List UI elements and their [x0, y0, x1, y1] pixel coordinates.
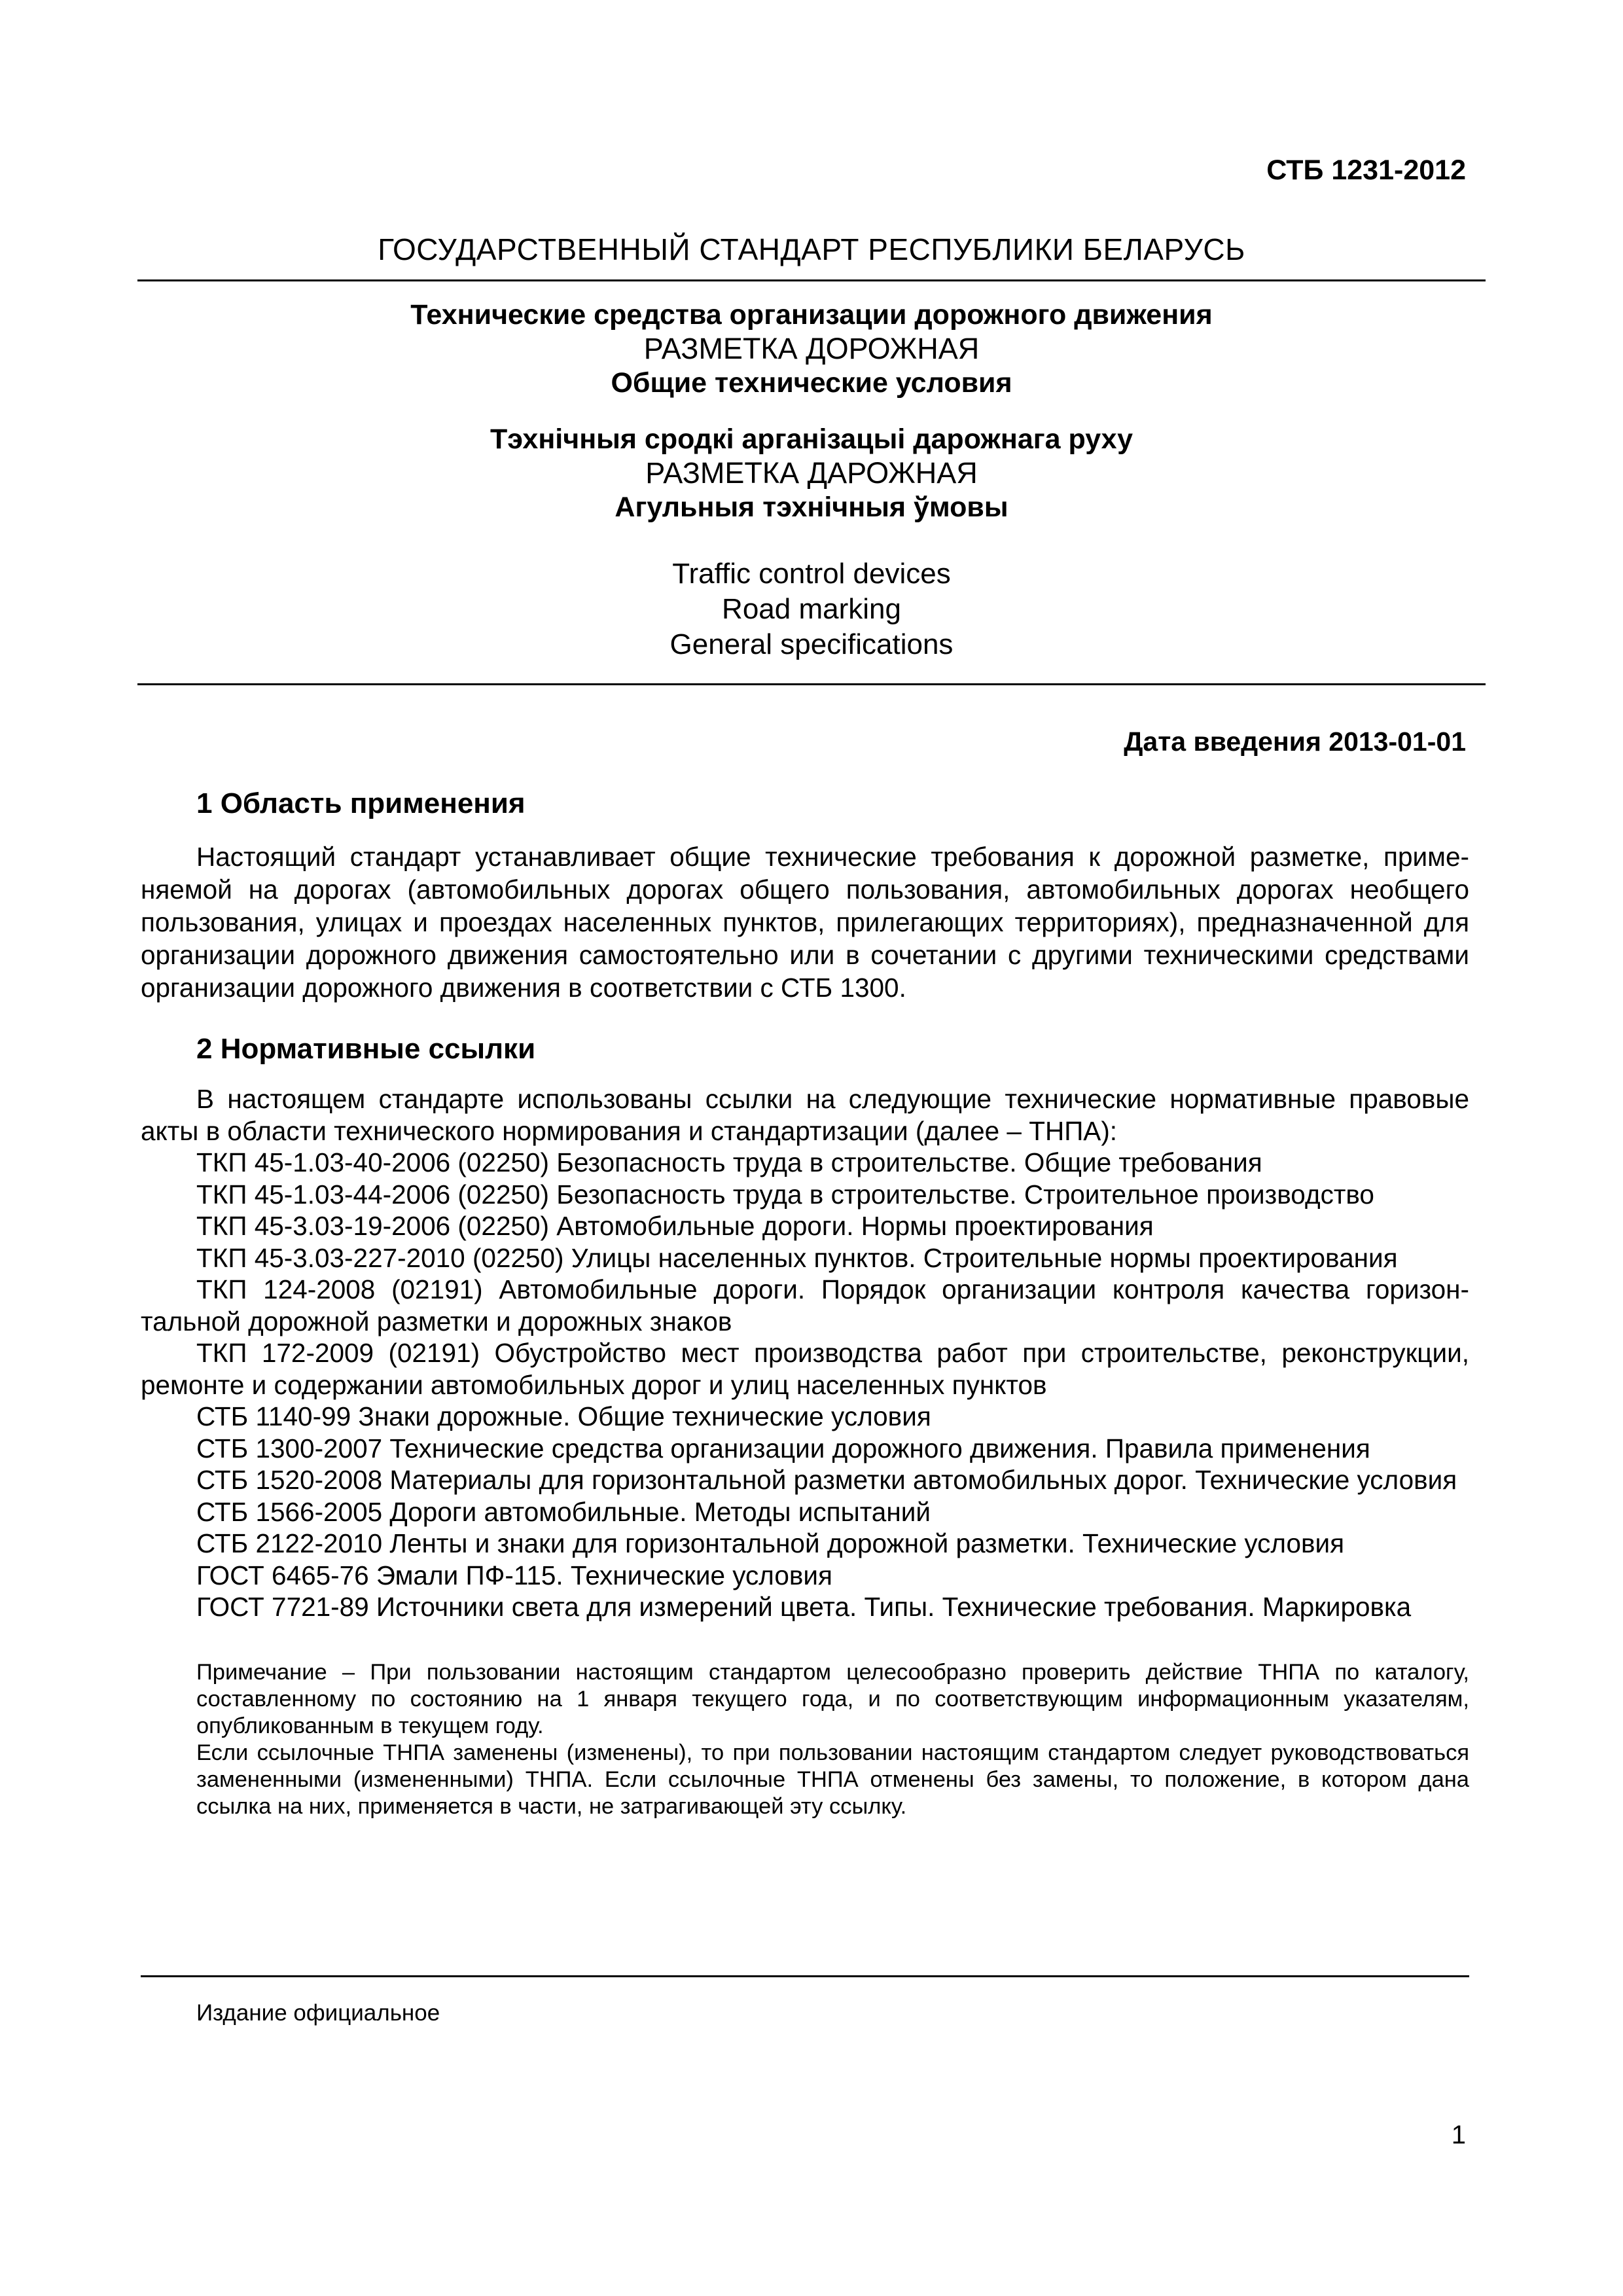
reference-item: ТКП 45-3.03-227-2010 (02250) Улицы населенных пунктов. Строительные нормы проектирования — [196, 1242, 1398, 1273]
introduction-date: Дата введения 2013-01-01 — [1124, 726, 1466, 757]
official-edition-label: Издание официальное — [196, 2000, 440, 2026]
title-en-line1: Traffic control devices — [672, 558, 951, 590]
reference-item: ТКП 45-1.03-40-2006 (02250) Безопасность труда в строительстве. Общие требования — [196, 1147, 1262, 1177]
title-belarusian — [137, 422, 1486, 524]
title-be-line2: РАЗМЕТКА ДАРОЖНАЯ — [645, 456, 978, 490]
note-paragraph-2: Если ссылочные ТНПА заменены (изменены), то при пользовании настоящим стандартом следует руководствоваться замененными (измененными) ТНПА. Если ссылочные ТНПА отменены без замены, то положение, в котором дана ссылка на них, применяется в части, не затрагивающей эту ссылку. — [196, 1740, 1469, 1819]
title-english — [137, 556, 1486, 662]
document-number: СТБ 1231-2012 — [1266, 154, 1466, 186]
reference-item: СТБ 1140-99 Знаки дорожные. Общие технические условия — [196, 1401, 931, 1431]
reference-item: ТКП 124-2008 (02191) Автомобильные дороги. Порядок организации контроля качества горизонтальной дорожной разметки и дорожных знаков — [141, 1274, 1469, 1336]
reference-item: СТБ 1520-2008 Материалы для горизонтальной разметки автомобильных дорог. Технические условия — [196, 1465, 1457, 1495]
title-divider — [137, 683, 1486, 685]
top-divider — [137, 279, 1486, 281]
title-russian — [137, 298, 1486, 400]
reference-item: СТБ 2122-2010 Ленты и знаки для горизонтальной дорожной разметки. Технические условия — [196, 1528, 1345, 1558]
section-1-heading: 1 Область применения — [196, 787, 526, 819]
title-be-line3: Агульныя тэхнічныя ўмовы — [615, 492, 1008, 523]
title-ru-line1: Технические средства организации дорожного движения — [410, 299, 1213, 331]
reference-item: ГОСТ 6465-76 Эмали ПФ-115. Технические условия — [196, 1560, 832, 1590]
footer-divider — [141, 1975, 1469, 1977]
references-list — [141, 1083, 1469, 1623]
section-1-paragraph: Настоящий стандарт устанавливает общие технические требования к дорожной разметке, применяемой на дорогах (автомобильных дорогах общего пользования, автомобильных дорогах необщего пользования, улицах и проездах населенных пунктов, прилегающих территориях), предназначенной для организации дорожного движения самостоятельно или в сочетании с другими техническими средствами организации дорожного движения в соответствии с СТБ 1300. — [141, 842, 1469, 1003]
references-note — [196, 1659, 1469, 1820]
section-1-body — [141, 840, 1469, 1004]
title-ru-line3: Общие технические условия — [611, 367, 1012, 399]
note-paragraph-1: Примечание – При пользовании настоящим стандартом целесообразно проверить действие ТНПА по каталогу, составленному по состоянию на 1 января текущего года, и по соответствующим информационным указателям, опубликованным в текущем году. — [196, 1660, 1469, 1738]
reference-item: СТБ 1300-2007 Технические средства организации дорожного движения. Правила применения — [196, 1433, 1370, 1463]
title-en-line3: General specifications — [669, 628, 954, 660]
state-standard-title: ГОСУДАРСТВЕННЫЙ СТАНДАРТ РЕСПУБЛИКИ БЕЛАРУСЬ — [378, 232, 1245, 266]
title-be-line1: Тэхнічныя сродкі арганізацыі дарожнага руху — [490, 423, 1133, 455]
reference-item: ТКП 45-3.03-19-2006 (02250) Автомобильные дороги. Нормы проектирования — [196, 1211, 1154, 1241]
references-intro: В настоящем стандарте использованы ссылки на следующие технические нормативные правовые акты в области технического нормирования и стандартизации (далее – ТНПА): — [141, 1084, 1469, 1146]
reference-item: ТКП 45-1.03-44-2006 (02250) Безопасность труда в строительстве. Строительное производство — [196, 1179, 1374, 1210]
reference-item: ТКП 172-2009 (02191) Обустройство мест производства работ при строительстве, реконструкции, ремонте и содержании автомобильных дорог и улиц населенных пунктов — [141, 1338, 1469, 1400]
title-en-line2: Road marking — [722, 593, 901, 625]
reference-item: СТБ 1566-2005 Дороги автомобильные. Методы испытаний — [196, 1496, 931, 1527]
section-2-heading: 2 Нормативные ссылки — [196, 1033, 536, 1065]
reference-item: ГОСТ 7721-89 Источники света для измерений цвета. Типы. Технические требования. Маркировка — [196, 1592, 1412, 1622]
title-ru-line2: РАЗМЕТКА ДОРОЖНАЯ — [643, 332, 980, 365]
page-number: 1 — [1451, 2121, 1466, 2149]
